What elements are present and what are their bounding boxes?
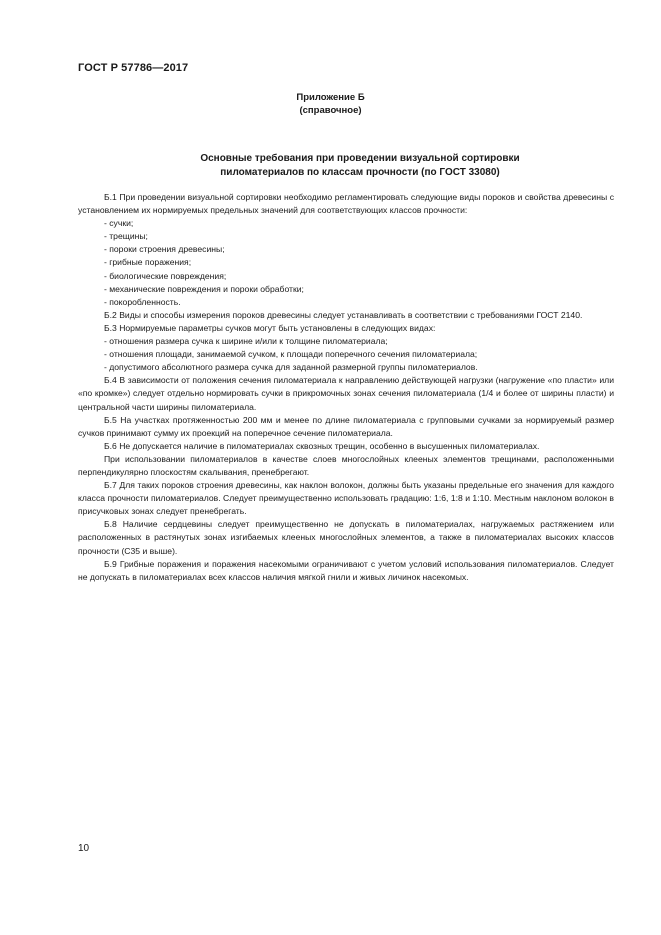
paragraph-b4: Б.4 В зависимости от положения сечения пиломатериала к направлению действующей нагрузки (нагружение «по пласти» или «по кромке») следует отдельно нормировать сучки в прикромочных зонах сечения пиломатериала (1/4 и более от ширины пласти) и центральной части ширины пиломатериала. [78,375,614,412]
paragraph-b7: Б.7 Для таких пороков строения древесины, как наклон волокон, должны быть указаны предельные его значения для каждого класса прочности пиломатериалов. Следует преимущественно использовать градацию: 1:6, 1:8 и 1:10. Местным наклоном волокон в присучковых зонах следует пренебрегать. [78,480,614,517]
paragraph-b8: Б.8 Наличие сердцевины следует преимущественно не допускать в пиломатериалах, нагружаемых растяжением или расположенных в растянутых зонах изгибаемых клееных многослойных элементов, а также в пиломатериалах высоких классов прочности (С35 и выше). [78,519,614,556]
page-number: 10 [78,843,90,854]
appendix-title: Приложение Б [296,92,365,103]
section-title [100,152,620,180]
paragraph-b1: Б.1 При проведении визуальной сортировки необходимо регламентировать следующие виды пороков и свойства древесины с установлением их нормируемых предельных значений для соответствующих классов прочности: [78,192,614,216]
appendix-note: (справочное) [299,105,362,116]
list-item: - пороки строения древесины; [104,244,225,255]
list-item: - отношения размера сучка к ширине и/или к толщине пиломатериала; [104,336,388,347]
list-item: - биологические повреждения; [104,270,227,281]
section-title-line-1: Основные требования при проведении визуальной сортировки [200,153,520,164]
list-item: - грибные поражения; [104,257,192,268]
paragraph-b3: Б.3 Нормируемые параметры сучков могут быть установлены в следующих видах: [104,322,436,333]
paragraph-b9: Б.9 Грибные поражения и поражения насекомыми ограничивают с учетом условий использования пиломатериалов. Следует не допускать в пиломатериалах всех классов наличия мягкой гнили и живых личинок насекомых. [78,558,614,582]
list-item: - сучки; [104,218,134,229]
body-text [78,191,614,584]
list-item: - отношения площади, занимаемой сучком, к площади поперечного сечения пиломатериала; [104,349,478,360]
section-title-line-2: пиломатериалов по классам прочности (по ГОСТ 33080) [220,167,500,178]
paragraph-b6-continued: При использовании пиломатериалов в качестве слоев многослойных клееных элементов трещинами, расположенными перпендикулярно плоскостям скалывания, пренебрегают. [78,453,614,477]
standard-code: ГОСТ Р 57786—2017 [78,62,189,74]
list-item: - покоробленность. [104,296,181,307]
paragraph-b5: Б.5 На участках протяженностью 200 мм и менее по длине пиломатериала с групповыми сучками за нормируемый размер сучков принимают сумму их проекций на поперечное сечение пиломатериала. [78,414,614,438]
list-item: - механические повреждения и пороки обработки; [104,283,304,294]
list-item: - допустимого абсолютного размера сучка для заданной размерной группы пиломатериалов. [104,362,478,373]
paragraph-b6: Б.6 Не допускается наличие в пиломатериалах сквозных трещин, особенно в высушенных пиломатериалах. [104,440,540,451]
paragraph-b2: Б.2 Виды и способы измерения пороков древесины следует устанавливать в соответствии с требованиями ГОСТ 2140. [104,309,583,320]
list-item: - трещины; [104,231,148,242]
